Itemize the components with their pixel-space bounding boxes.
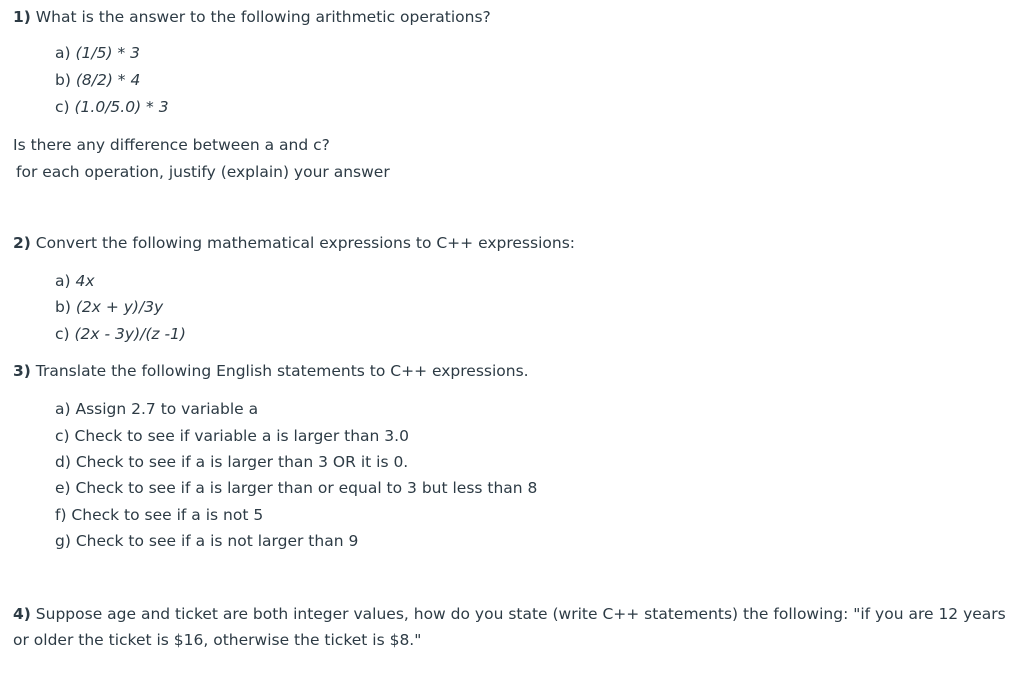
question-2-text: Convert the following mathematical expressions to C++ expressions:: [30, 234, 575, 252]
q2-item-a: a) 4x: [55, 272, 95, 290]
q3-item-g: g) Check to see if a is not larger than 9: [55, 532, 359, 550]
question-2: [13, 234, 575, 252]
q3-item-d: d) Check to see if a is larger than 3 OR it is 0.: [55, 453, 409, 471]
q1-item-b: b) (8/2) * 4: [55, 71, 141, 89]
q2-item-c: c) (2x - 3y)/(z -1): [55, 325, 186, 343]
q3-item-e: e) Check to see if a is larger than or equal to 3 but less than 8: [55, 479, 538, 497]
question-4-number: 4): [13, 605, 31, 623]
q3-item-f: f) Check to see if a is not 5: [55, 506, 264, 524]
question-3: [13, 362, 529, 380]
question-4: [13, 601, 1013, 653]
q1-item-a: a) (1/5) * 3: [55, 44, 140, 62]
question-1-text: What is the answer to the following arithmetic operations?: [30, 8, 491, 26]
q1-follow-up-instruction: for each operation, justify (explain) your answer: [16, 163, 390, 181]
q1-item-c: c) (1.0/5.0) * 3: [55, 98, 169, 116]
question-3-text: Translate the following English statements to C++ expressions.: [30, 362, 529, 380]
question-1: [13, 8, 491, 26]
question-4-text: Suppose age and ticket are both integer values, how do you state (write C++ statements) the following: "if you are 12 years or older the ticket is $16, otherwise the ticket is $8.": [13, 605, 1006, 649]
q3-item-c: c) Check to see if variable a is larger than 3.0: [55, 427, 409, 445]
q2-item-b: b) (2x + y)/3y: [55, 298, 164, 316]
q3-item-a: a) Assign 2.7 to variable a: [55, 400, 259, 418]
question-3-number: 3): [13, 362, 31, 380]
question-1-number: 1): [13, 8, 31, 26]
question-2-number: 2): [13, 234, 31, 252]
q1-follow-up-question: Is there any difference between a and c?: [13, 136, 330, 154]
